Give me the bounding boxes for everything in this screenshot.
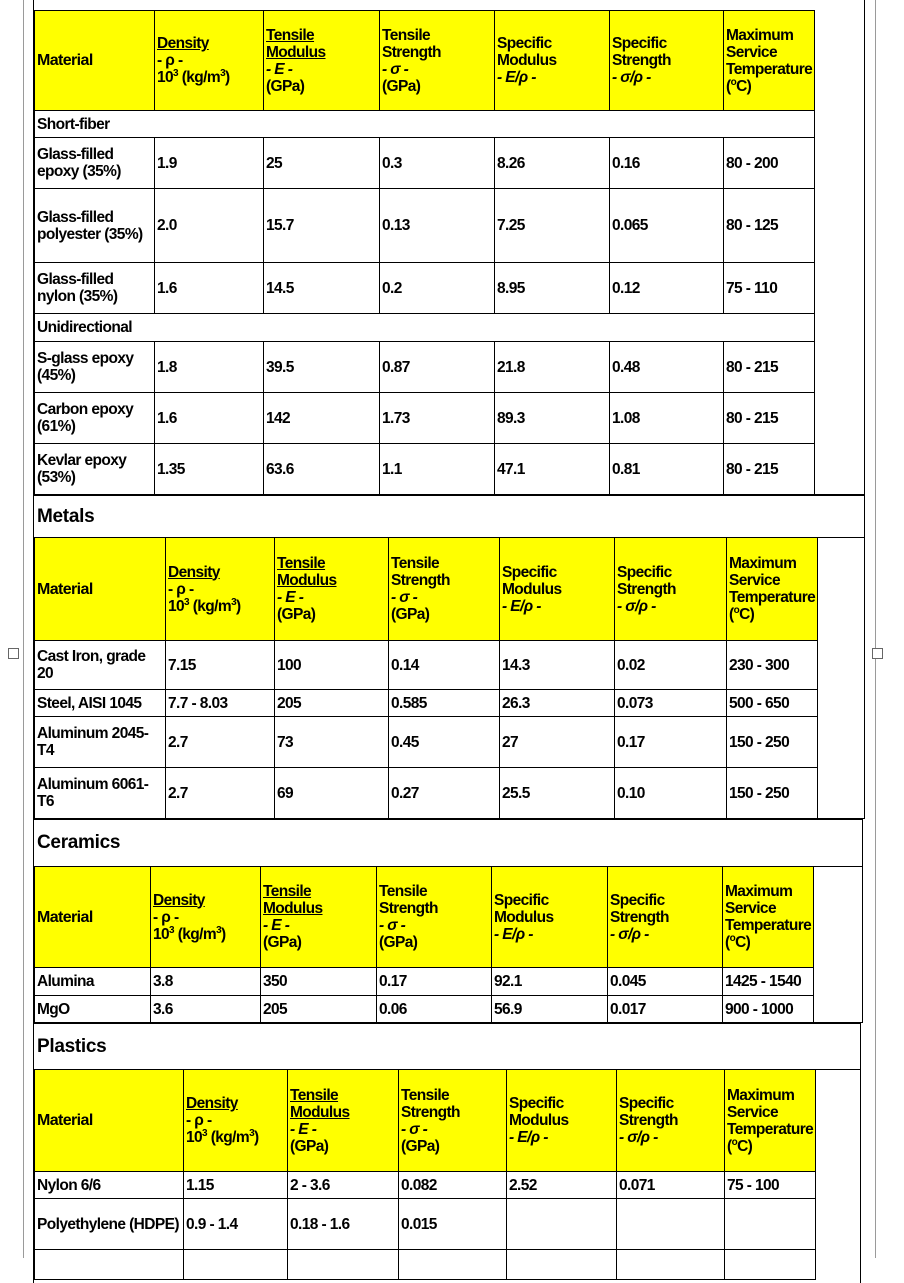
composites-table (34, 10, 815, 495)
cell-strength: 0.17 (377, 968, 492, 996)
cell-density: 7.7 - 8.03 (166, 690, 275, 717)
cell-specific-modulus: 25.5 (500, 768, 615, 819)
cell-material: Aluminum 6061-T6 (35, 768, 166, 819)
col-density-header: Density - ρ - $10^3$ $(kg/m^3)$ (155, 11, 264, 111)
cell-specific-strength: 0.045 (608, 968, 723, 996)
cell-material: Carbon epoxy (61%) (35, 393, 155, 444)
cell-strength: 0.3 (380, 138, 495, 189)
cell-strength: 0.87 (380, 342, 495, 393)
cell-density: 2.7 (166, 717, 275, 768)
cell-density: 1.8 (155, 342, 264, 393)
cell-specific-strength: 0.017 (608, 996, 723, 1024)
page-margin-left (23, 0, 24, 1258)
cell-max-temp: 75 - 100 (725, 1172, 816, 1199)
col-density-header: Density - ρ - $10^3$ $(kg/m^3)$ (184, 1070, 288, 1172)
col-specific-strength-header: Specific Strength - σ/ρ - (615, 538, 727, 641)
col-strength-header: Tensile Strength - σ - (GPa) (389, 538, 500, 641)
cell-specific-modulus: 8.95 (495, 263, 610, 314)
section-title: Metals (34, 496, 864, 538)
cell-modulus: 100 (275, 641, 389, 690)
cell-specific-modulus (507, 1250, 617, 1280)
table-row (35, 263, 815, 314)
cell-density: 0.9 - 1.4 (184, 1199, 288, 1250)
col-modulus-header: Tensile Modulus - E - (GPa) (275, 538, 389, 641)
cell-specific-strength: 0.12 (610, 263, 724, 314)
cell-strength: 1.73 (380, 393, 495, 444)
cell-modulus: 73 (275, 717, 389, 768)
cell-modulus (288, 1250, 399, 1280)
cell-specific-modulus: 27 (500, 717, 615, 768)
cell-specific-strength: 0.16 (610, 138, 724, 189)
cell-max-temp (725, 1250, 816, 1280)
cell-specific-strength: 0.81 (610, 444, 724, 495)
cell-max-temp: 500 - 650 (727, 690, 818, 717)
page-margin-right (875, 0, 876, 1258)
subheader-row (35, 111, 815, 138)
cell-specific-modulus: 92.1 (492, 968, 608, 996)
cell-specific-strength: 1.08 (610, 393, 724, 444)
cell-density (184, 1250, 288, 1280)
col-strength-header: Tensile Strength - σ - (GPa) (380, 11, 495, 111)
cell-material (35, 1250, 184, 1280)
col-specific-strength-header: Specific Strength - σ/ρ - (617, 1070, 725, 1172)
cell-modulus: 25 (264, 138, 380, 189)
cell-max-temp: 80 - 200 (724, 138, 815, 189)
cell-specific-strength: 0.17 (615, 717, 727, 768)
cell-density: 1.35 (155, 444, 264, 495)
composites-section (33, 0, 865, 495)
cell-max-temp: 80 - 125 (724, 189, 815, 263)
header-row (35, 1070, 816, 1172)
metals-section (33, 495, 865, 819)
cell-density: 2.7 (166, 768, 275, 819)
table-row (35, 1199, 816, 1250)
cell-strength: 0.585 (389, 690, 500, 717)
table-row (35, 342, 815, 393)
cell-specific-strength: 0.02 (615, 641, 727, 690)
cell-max-temp: 80 - 215 (724, 342, 815, 393)
cell-strength: 0.082 (399, 1172, 507, 1199)
section-title: Ceramics (34, 820, 862, 867)
table-row (35, 1250, 816, 1280)
cell-specific-strength: 0.065 (610, 189, 724, 263)
cell-density: 1.9 (155, 138, 264, 189)
cell-specific-modulus (507, 1199, 617, 1250)
cell-modulus: 350 (261, 968, 377, 996)
col-modulus-header: Tensile Modulus - E - (GPa) (264, 11, 380, 111)
cell-specific-modulus: 21.8 (495, 342, 610, 393)
table-row (35, 968, 814, 996)
cell-max-temp: 150 - 250 (727, 768, 818, 819)
table-row (35, 1172, 816, 1199)
table-row (35, 641, 818, 690)
cell-material: Nylon 6/6 (35, 1172, 184, 1199)
cell-density: 7.15 (166, 641, 275, 690)
cell-modulus: 142 (264, 393, 380, 444)
cell-material: S-glass epoxy (45%) (35, 342, 155, 393)
cell-modulus: 205 (275, 690, 389, 717)
cell-specific-modulus: 89.3 (495, 393, 610, 444)
col-material-header: Material (35, 11, 155, 111)
cell-specific-modulus: 8.26 (495, 138, 610, 189)
cell-material: Glass-filled epoxy (35%) (35, 138, 155, 189)
cell-density: 2.0 (155, 189, 264, 263)
col-material-header: Material (35, 867, 151, 968)
cell-max-temp: 150 - 250 (727, 717, 818, 768)
cell-max-temp: 900 - 1000 (723, 996, 814, 1024)
col-strength-header: Tensile Strength - σ - (GPa) (399, 1070, 507, 1172)
cell-specific-strength: 0.071 (617, 1172, 725, 1199)
cell-specific-modulus: 14.3 (500, 641, 615, 690)
cell-specific-modulus: 47.1 (495, 444, 610, 495)
cell-material: Alumina (35, 968, 151, 996)
cell-max-temp: 80 - 215 (724, 393, 815, 444)
cell-modulus: 14.5 (264, 263, 380, 314)
header-row (35, 11, 815, 111)
cell-density: 1.6 (155, 393, 264, 444)
col-specific-modulus-header: Specific Modulus - E/ρ - (492, 867, 608, 968)
table-row (35, 138, 815, 189)
cell-density: 3.6 (151, 996, 261, 1024)
cell-material: Steel, AISI 1045 (35, 690, 166, 717)
resize-handle-left[interactable] (8, 648, 19, 659)
section-title: Plastics (34, 1024, 860, 1070)
cell-strength: 0.14 (389, 641, 500, 690)
header-row (35, 538, 818, 641)
cell-strength: 0.45 (389, 717, 500, 768)
col-specific-strength-header: Specific Strength - σ/ρ - (610, 11, 724, 111)
cell-modulus: 63.6 (264, 444, 380, 495)
cell-material: Kevlar epoxy (53%) (35, 444, 155, 495)
cell-max-temp: 1425 - 1540 (723, 968, 814, 996)
col-specific-modulus-header: Specific Modulus - E/ρ - (495, 11, 610, 111)
cell-density: 3.8 (151, 968, 261, 996)
header-row (35, 867, 814, 968)
col-max-temp-header: Maximum Service Temperature ($^o$C) (724, 11, 815, 111)
resize-handle-right[interactable] (872, 648, 883, 659)
table-row (35, 690, 818, 717)
cell-material: Aluminum 2045-T4 (35, 717, 166, 768)
cell-specific-modulus: 56.9 (492, 996, 608, 1024)
cell-modulus: 39.5 (264, 342, 380, 393)
cell-specific-strength: 0.073 (615, 690, 727, 717)
cell-modulus: 2 - 3.6 (288, 1172, 399, 1199)
col-modulus-header: Tensile Modulus - E - (GPa) (261, 867, 377, 968)
cell-specific-strength (617, 1199, 725, 1250)
cell-modulus: 0.18 - 1.6 (288, 1199, 399, 1250)
cell-specific-modulus: 2.52 (507, 1172, 617, 1199)
cell-material: Glass-filled polyester (35%) (35, 189, 155, 263)
plastics-section (33, 1023, 861, 1283)
cell-modulus: 69 (275, 768, 389, 819)
cell-max-temp: 75 - 110 (724, 263, 815, 314)
cell-modulus: 15.7 (264, 189, 380, 263)
cell-modulus: 205 (261, 996, 377, 1024)
cell-strength: 0.27 (389, 768, 500, 819)
cell-specific-modulus: 26.3 (500, 690, 615, 717)
subheader-unidirectional: Unidirectional (35, 314, 815, 342)
cell-strength: 0.06 (377, 996, 492, 1024)
cell-density: 1.6 (155, 263, 264, 314)
col-modulus-header: Tensile Modulus - E - (GPa) (288, 1070, 399, 1172)
col-max-temp-header: Maximum Service Temperature ($^o$C) (727, 538, 818, 641)
col-material-header: Material (35, 538, 166, 641)
table-row (35, 996, 814, 1024)
cell-specific-strength (617, 1250, 725, 1280)
cell-specific-strength: 0.10 (615, 768, 727, 819)
ceramics-table (34, 866, 814, 1024)
cell-material: Polyethylene (HDPE) (35, 1199, 184, 1250)
col-strength-header: Tensile Strength - σ - (GPa) (377, 867, 492, 968)
cell-max-temp (725, 1199, 816, 1250)
table-row (35, 444, 815, 495)
col-max-temp-header: Maximum Service Temperature ($^o$C) (723, 867, 814, 968)
cell-material: Cast Iron, grade 20 (35, 641, 166, 690)
cell-max-temp: 230 - 300 (727, 641, 818, 690)
cell-specific-strength: 0.48 (610, 342, 724, 393)
cell-max-temp: 80 - 215 (724, 444, 815, 495)
col-max-temp-header: Maximum Service Temperature ($^o$C) (725, 1070, 816, 1172)
col-material-header: Material (35, 1070, 184, 1172)
col-density-header: Density - ρ - $10^3$ $(kg/m^3)$ (166, 538, 275, 641)
table-row (35, 393, 815, 444)
table-row (35, 717, 818, 768)
cell-density: 1.15 (184, 1172, 288, 1199)
subheader-short-fiber: Short-fiber (35, 111, 815, 138)
cell-strength (399, 1250, 507, 1280)
table-row (35, 189, 815, 263)
cell-material: MgO (35, 996, 151, 1024)
plastics-table (34, 1069, 816, 1280)
col-specific-modulus-header: Specific Modulus - E/ρ - (507, 1070, 617, 1172)
col-specific-strength-header: Specific Strength - σ/ρ - (608, 867, 723, 968)
cell-strength: 0.2 (380, 263, 495, 314)
ceramics-section (33, 819, 863, 1023)
cell-specific-modulus: 7.25 (495, 189, 610, 263)
cell-strength: 0.015 (399, 1199, 507, 1250)
col-density-header: Density - ρ - $10^3$ $(kg/m^3)$ (151, 867, 261, 968)
cell-material: Glass-filled nylon (35%) (35, 263, 155, 314)
subheader-row (35, 314, 815, 342)
metals-table (34, 537, 818, 819)
cell-strength: 0.13 (380, 189, 495, 263)
cell-strength: 1.1 (380, 444, 495, 495)
table-row (35, 768, 818, 819)
col-specific-modulus-header: Specific Modulus - E/ρ - (500, 538, 615, 641)
